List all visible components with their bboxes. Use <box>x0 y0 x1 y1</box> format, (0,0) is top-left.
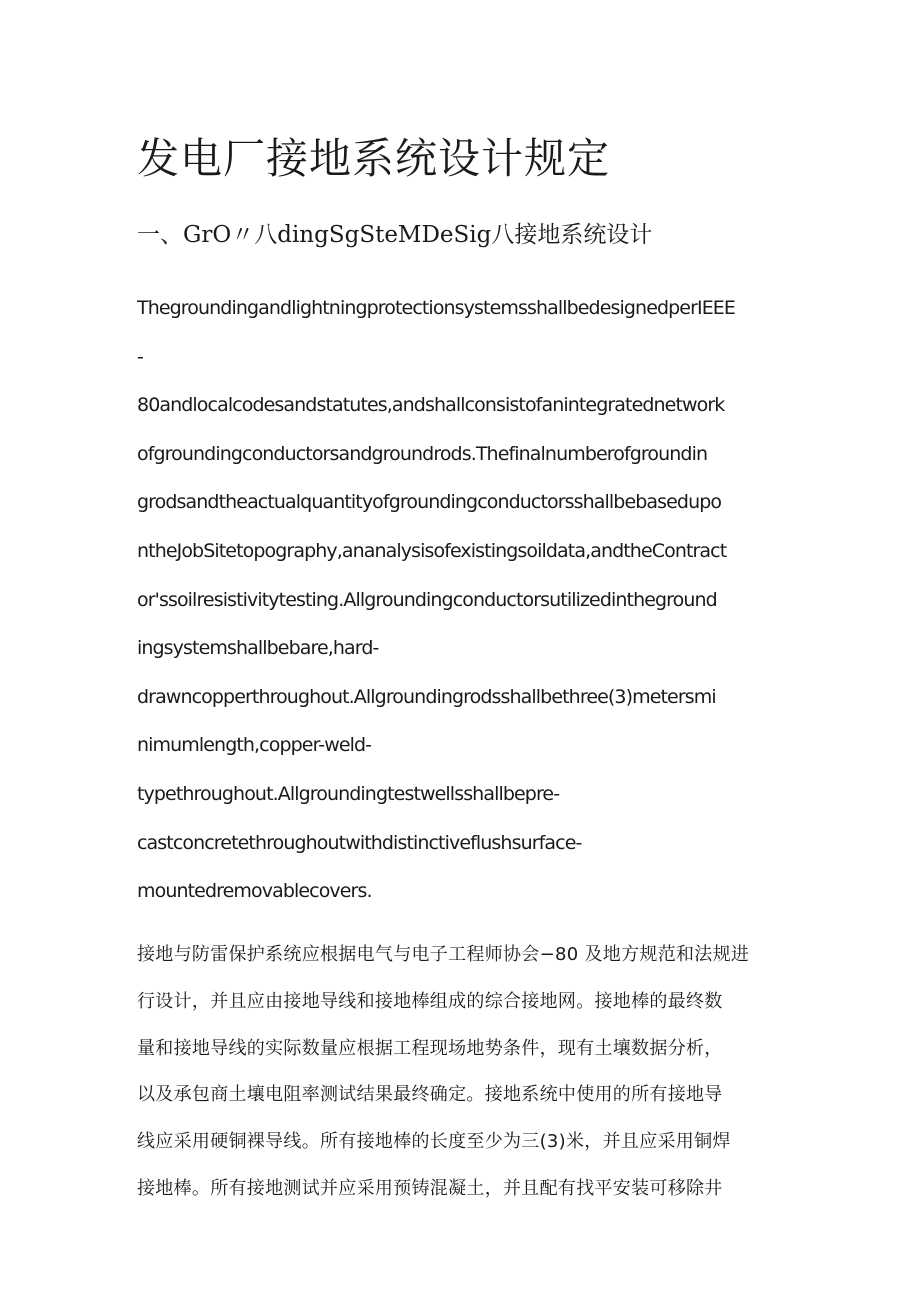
english-line: or'ssoilresistivitytesting.Allgroundingconductorsutilizedintheground <box>137 588 717 611</box>
english-line: - <box>137 345 143 368</box>
english-paragraph <box>137 292 787 924</box>
chinese-line: 接地与防雷保护系统应根据电气与电子工程师协会−80 及地方规范和法规进 <box>137 944 750 965</box>
english-line: typethroughout.Allgroundingtestwellsshallbepre- <box>137 782 560 805</box>
english-line: drawncopperthroughout.Allgroundingrodsshallbethree(3)metersmi <box>137 685 716 708</box>
english-line: castconcretethroughoutwithdistinctiveflushsurface- <box>137 831 582 854</box>
chinese-line: 以及承包商土壤电阻率测试结果最终确定。接地系统中使用的所有接地导 <box>137 1084 723 1106</box>
english-line: grodsandtheactualquantityofgroundingconductorsshallbebasedupo <box>137 491 722 514</box>
english-line: 80andlocalcodesandstatutes,andshallconsistofanintegratednetwork <box>137 394 725 417</box>
chinese-line: 量和接地导线的实际数量应根据工程现场地势条件，现有土壤数据分析， <box>137 1037 723 1059</box>
chinese-line: 接地棒。所有接地测试并应采用预铸混凝土，并且配有找平安装可移除井 <box>137 1177 723 1199</box>
english-line: ntheJobSitetopography,ananalysisofexistingsoildata,andtheContract <box>137 539 727 562</box>
english-line: mountedremovablecovers. <box>137 880 372 903</box>
chinese-paragraph <box>137 940 787 1221</box>
document-title: 发电厂接地系统设计规定 <box>137 134 611 183</box>
section-heading: 一、GrO〃八dingSgSteMDeSig八接地系统设计 <box>137 222 653 248</box>
english-line: ingsystemshallbebare,hard- <box>137 637 379 660</box>
english-line: ofgroundingconductorsandgroundrods.Thefinalnumberofgroundin <box>137 442 708 465</box>
english-line: ThegroundingandlightningprotectionsystemsshallbedesignedperIEEE <box>137 297 736 319</box>
chinese-line: 行设计，并且应由接地导线和接地棒组成的综合接地网。接地棒的最终数 <box>137 990 723 1012</box>
english-line: nimumlength,copper-weld- <box>137 734 372 757</box>
chinese-line: 线应采用硬铜裸导线。所有接地棒的长度至少为三(3)米，并且应采用铜焊 <box>137 1131 731 1153</box>
